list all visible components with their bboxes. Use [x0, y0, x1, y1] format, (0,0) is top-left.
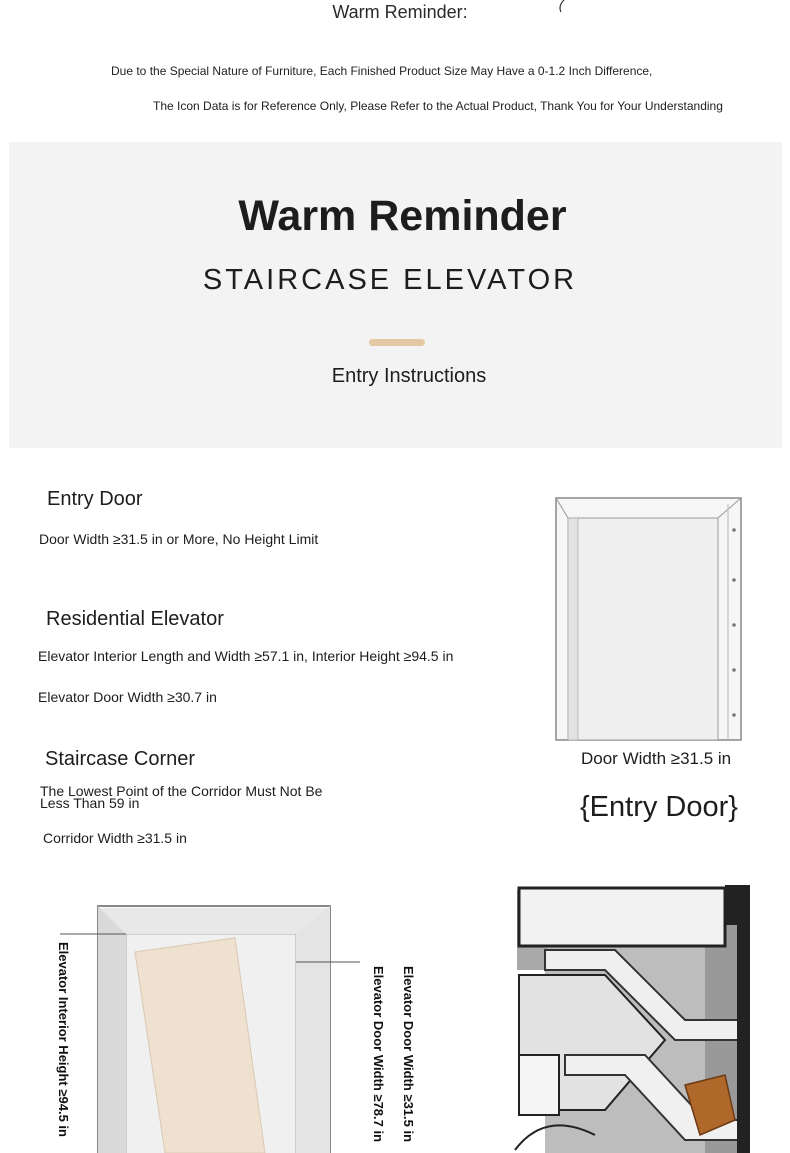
staircase-corner-text1 — [40, 785, 322, 809]
banner-title: Warm Reminder — [238, 192, 567, 240]
reminder-note-line2: The Icon Data is for Reference Only, Please Refer to the Actual Product, Thank You for Your Understanding — [153, 99, 723, 113]
door-width-caption: Door Width ≥31.5 in — [581, 749, 732, 768]
entry-door-text: Door Width ≥31.5 in or More, No Height Limit — [39, 531, 319, 547]
elevator-height-label: Elevator Interior Height ≥94.5 in — [56, 942, 71, 1137]
residential-elevator-text2: Elevator Door Width ≥30.7 in — [38, 689, 217, 705]
decorative-curve-icon — [552, 0, 572, 14]
elevator-door-width-label-a: Elevator Door Width ≥78.7 in — [371, 966, 386, 1143]
residential-elevator-heading: Residential Elevator — [46, 608, 224, 630]
banner-accent-bar — [369, 339, 425, 346]
banner-section-label: Entry Instructions — [331, 365, 487, 387]
reminder-note-line1: Due to the Special Nature of Furniture, Each Finished Product Size May Have a 0-1.2 Inch Difference, — [111, 64, 653, 78]
door-frame-illustration — [548, 490, 748, 745]
staircase-illustration — [505, 880, 755, 1153]
staircase-corner-heading: Staircase Corner — [45, 748, 196, 770]
residential-elevator-text1: Elevator Interior Length and Width ≥57.1 in, Interior Height ≥94.5 in — [38, 648, 454, 664]
elevator-door-width-label-b: Elevator Door Width ≥31.5 in — [401, 966, 416, 1143]
entry-door-heading: Entry Door — [47, 488, 143, 510]
banner-subtitle: STAIRCASE ELEVATOR — [202, 264, 578, 296]
staircase-corner-text1-line2: Less Than 59 in — [40, 795, 140, 811]
staircase-corner-text1-line1: The Lowest Point of the Corridor Must Not Be — [40, 783, 323, 799]
staircase-corner-text2: Corridor Width ≥31.5 in — [43, 830, 187, 846]
top-reminder-title: Warm Reminder: — [332, 2, 468, 22]
elevator-illustration — [60, 900, 360, 1153]
entry-door-caption: {Entry Door} — [580, 791, 738, 823]
